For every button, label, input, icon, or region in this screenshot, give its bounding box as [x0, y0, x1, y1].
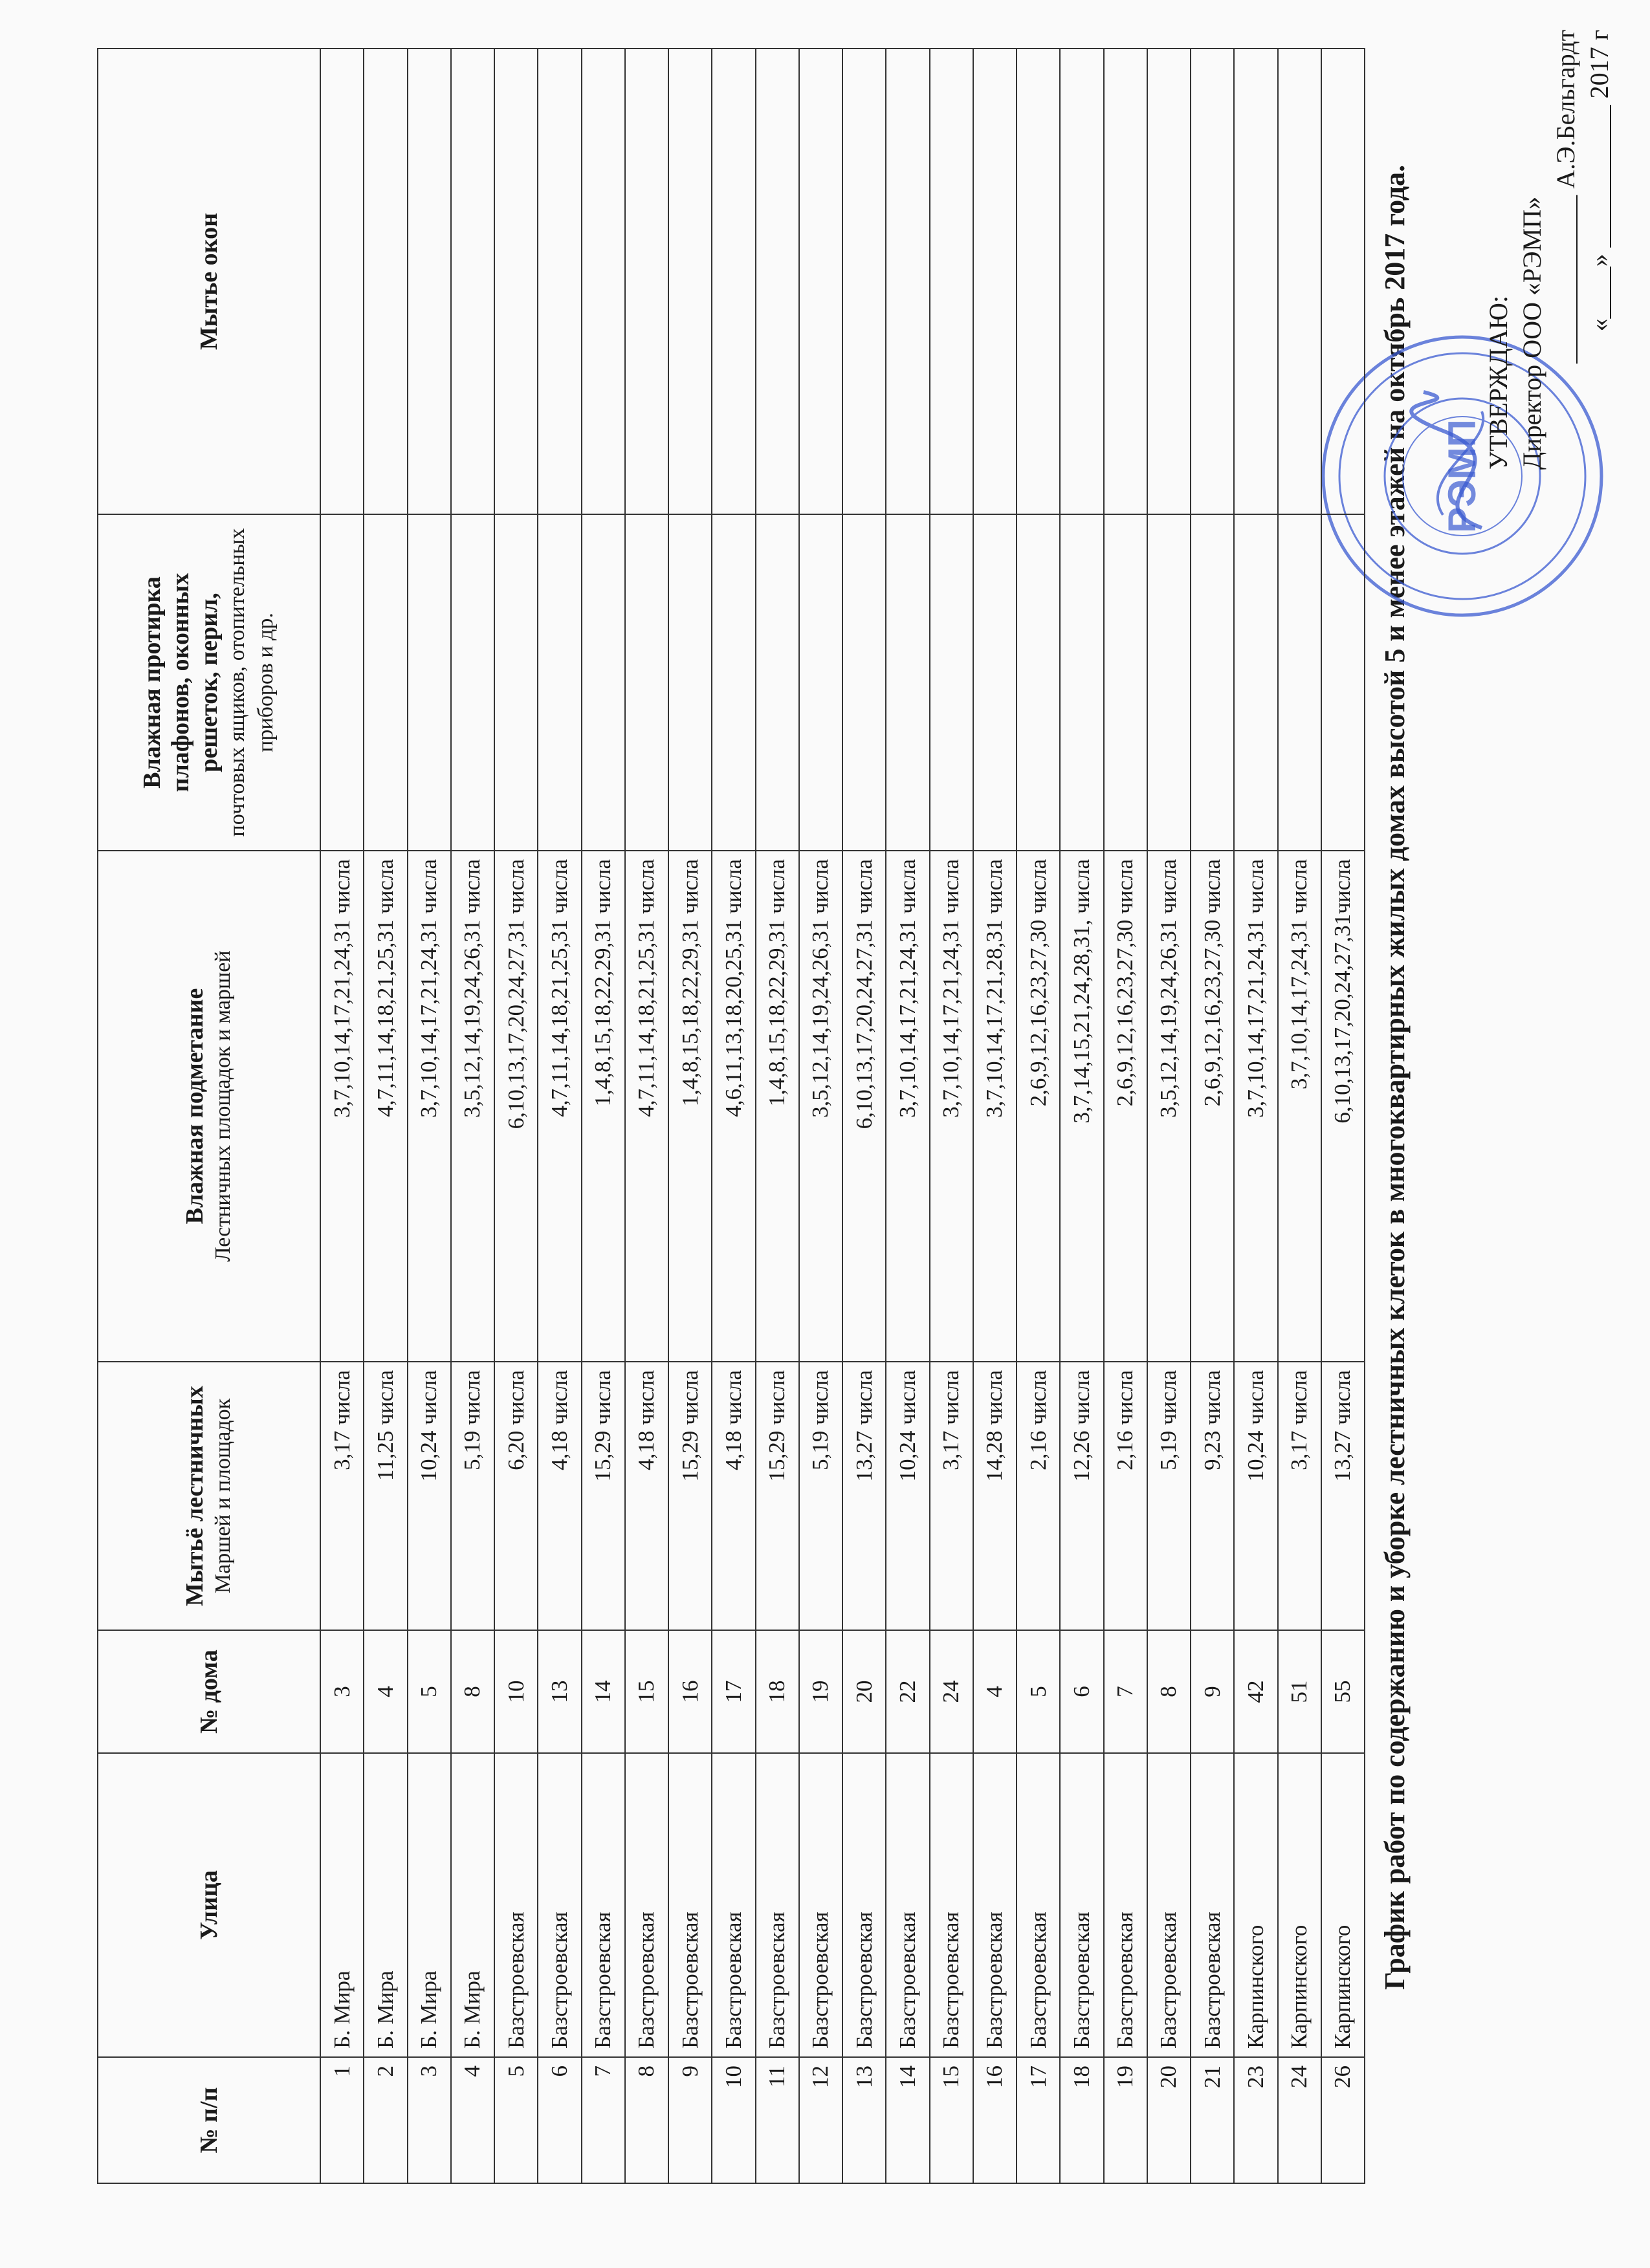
row-number-cell: 24 — [1278, 2057, 1321, 2183]
wash-dates-cell: 5,19 числа — [1147, 1362, 1191, 1630]
wash-dates-cell: 15,29 числа — [582, 1362, 625, 1630]
street-cell: Базстроевская — [668, 1753, 712, 2057]
row-number-cell: 11 — [756, 2057, 799, 2183]
street-cell: Базстроевская — [582, 1753, 625, 2057]
sweep-dates-cell: 4,7,11,14,18,21,25,31 числа — [364, 851, 407, 1362]
windows-dates-cell — [842, 49, 886, 514]
wash-dates-cell: 3,17 числа — [1278, 1362, 1321, 1630]
wipe-dates-cell — [930, 514, 973, 851]
table-row — [668, 49, 712, 2183]
house-number-cell: 24 — [930, 1630, 973, 1753]
windows-dates-cell — [712, 49, 755, 514]
row-number-cell: 20 — [1147, 2057, 1191, 2183]
windows-dates-cell — [1060, 49, 1103, 514]
table-row — [538, 49, 581, 2183]
sweep-dates-cell: 4,6,11,13,18,20,25,31 числа — [712, 851, 755, 1362]
wash-dates-cell: 15,29 числа — [668, 1362, 712, 1630]
table-row — [842, 49, 886, 2183]
house-number-cell: 51 — [1278, 1630, 1321, 1753]
house-number-cell: 42 — [1234, 1630, 1277, 1753]
sweep-dates-cell: 3,7,10,14,17,21,28,31 числа — [973, 851, 1017, 1362]
header-house: № дома — [98, 1630, 320, 1753]
wipe-dates-cell — [451, 514, 494, 851]
sweep-dates-cell: 3,7,10,14,17,24,31 числа — [1278, 851, 1321, 1362]
row-number-cell: 10 — [712, 2057, 755, 2183]
street-cell: Базстроевская — [842, 1753, 886, 2057]
wash-dates-cell: 12,26 числа — [1060, 1362, 1103, 1630]
sweep-dates-cell: 1,4,8,15,18,22,29,31 числа — [756, 851, 799, 1362]
sweep-dates-cell: 3,7,10,14,17,21,24,31 числа — [930, 851, 973, 1362]
sweep-dates-cell: 3,5,12,14,19,24,26,31 числа — [799, 851, 842, 1362]
wipe-dates-cell — [582, 514, 625, 851]
wipe-dates-cell — [625, 514, 668, 851]
sweep-dates-cell: 3,7,10,14,17,21,24,31 числа — [1234, 851, 1277, 1362]
table-row — [408, 49, 451, 2183]
house-number-cell: 55 — [1321, 1630, 1365, 1753]
windows-dates-cell — [973, 49, 1017, 514]
house-number-cell: 6 — [1060, 1630, 1103, 1753]
row-number-cell: 14 — [886, 2057, 929, 2183]
row-number-cell: 7 — [582, 2057, 625, 2183]
header-wash-sub: Маршей и площадок — [211, 1398, 235, 1594]
windows-dates-cell — [320, 49, 364, 514]
wash-dates-cell: 3,17 числа — [930, 1362, 973, 1630]
wash-dates-cell: 9,23 числа — [1191, 1362, 1234, 1630]
approval-label: УТВЕРЖДАЮ: — [1484, 296, 1513, 470]
sweep-dates-cell: 6,10,13,17,20,24,27,31 числа — [494, 851, 538, 1362]
house-number-cell: 3 — [320, 1630, 364, 1753]
row-number-cell: 12 — [799, 2057, 842, 2183]
wipe-dates-cell — [1234, 514, 1277, 851]
house-number-cell: 4 — [973, 1630, 1017, 1753]
house-number-cell: 19 — [799, 1630, 842, 1753]
sweep-dates-cell: 6,10,13,17,20,24,27,31числа — [1321, 851, 1365, 1362]
windows-dates-cell — [930, 49, 973, 514]
sweep-dates-cell: 3,7,10,14,17,21,24,31 числа — [886, 851, 929, 1362]
wash-dates-cell: 3,17 числа — [320, 1362, 364, 1630]
row-number-cell: 26 — [1321, 2057, 1365, 2183]
table-row — [1321, 49, 1365, 2183]
wipe-dates-cell — [1191, 514, 1234, 851]
street-cell: Б. Мира — [364, 1753, 407, 2057]
wash-dates-cell: 10,24 числа — [886, 1362, 929, 1630]
street-cell: Базстроевская — [1191, 1753, 1234, 2057]
sweep-dates-cell: 3,5,12,14,19,24,26,31 числа — [451, 851, 494, 1362]
street-cell: Базстроевская — [1017, 1753, 1060, 2057]
street-cell: Базстроевская — [973, 1753, 1017, 2057]
row-number-cell: 15 — [930, 2057, 973, 2183]
header-sweep-title: Влажная подметание — [181, 988, 208, 1225]
street-cell: Базстроевская — [799, 1753, 842, 2057]
house-number-cell: 20 — [842, 1630, 886, 1753]
sweep-dates-cell: 2,6,9,12,16,23,27,30 числа — [1191, 851, 1234, 1362]
wash-dates-cell: 10,24 числа — [408, 1362, 451, 1630]
table-row — [886, 49, 929, 2183]
windows-dates-cell — [538, 49, 581, 514]
street-cell: Базстроевская — [930, 1753, 973, 2057]
wash-dates-cell: 13,27 числа — [1321, 1362, 1365, 1630]
wipe-dates-cell — [1017, 514, 1060, 851]
wash-dates-cell: 4,18 числа — [625, 1362, 668, 1630]
house-number-cell: 8 — [1147, 1630, 1191, 1753]
wipe-dates-cell — [756, 514, 799, 851]
street-cell: Базстроевская — [625, 1753, 668, 2057]
wipe-dates-cell — [364, 514, 407, 851]
approval-signature: _____________ А.Э.Бельгардт — [1551, 30, 1580, 364]
approval-block — [1482, 30, 1616, 470]
street-cell: Базстроевская — [712, 1753, 755, 2057]
wash-dates-cell: 4,18 числа — [538, 1362, 581, 1630]
sweep-dates-cell: 1,4,8,15,18,22,29,31 числа — [582, 851, 625, 1362]
house-number-cell: 15 — [625, 1630, 668, 1753]
table-row — [1147, 49, 1191, 2183]
wipe-dates-cell — [538, 514, 581, 851]
row-number-cell: 5 — [494, 2057, 538, 2183]
table-row — [799, 49, 842, 2183]
windows-dates-cell — [1278, 49, 1321, 514]
windows-dates-cell — [364, 49, 407, 514]
row-number-cell: 16 — [973, 2057, 1017, 2183]
wipe-dates-cell — [668, 514, 712, 851]
wash-dates-cell: 2,16 числа — [1104, 1362, 1147, 1630]
table-row — [582, 49, 625, 2183]
wipe-dates-cell — [1147, 514, 1191, 851]
windows-dates-cell — [886, 49, 929, 514]
table-row — [1191, 49, 1234, 2183]
table-row — [1234, 49, 1277, 2183]
wipe-dates-cell — [712, 514, 755, 851]
windows-dates-cell — [1321, 49, 1365, 514]
wipe-dates-cell — [973, 514, 1017, 851]
row-number-cell: 2 — [364, 2057, 407, 2183]
wash-dates-cell: 5,19 числа — [451, 1362, 494, 1630]
house-number-cell: 18 — [756, 1630, 799, 1753]
header-windows: Мытье окон — [98, 49, 320, 514]
header-wash-title: Мытьё лестничных — [181, 1386, 208, 1606]
windows-dates-cell — [408, 49, 451, 514]
wash-dates-cell: 11,25 числа — [364, 1362, 407, 1630]
sweep-dates-cell: 3,7,10,14,17,21,24,31 числа — [320, 851, 364, 1362]
windows-dates-cell — [625, 49, 668, 514]
header-wipe-sub: почтовых ящиков, отопительных приборов и др. — [225, 528, 278, 837]
house-number-cell: 7 — [1104, 1630, 1147, 1753]
header-wash — [98, 1362, 320, 1630]
row-number-cell: 8 — [625, 2057, 668, 2183]
wipe-dates-cell — [1104, 514, 1147, 851]
table-row — [1278, 49, 1321, 2183]
row-number-cell: 19 — [1104, 2057, 1147, 2183]
house-number-cell: 4 — [364, 1630, 407, 1753]
windows-dates-cell — [668, 49, 712, 514]
wipe-dates-cell — [1321, 514, 1365, 851]
windows-dates-cell — [1017, 49, 1060, 514]
approval-position: Директор ООО «РЭМП» — [1517, 196, 1546, 470]
house-number-cell: 17 — [712, 1630, 755, 1753]
windows-dates-cell — [756, 49, 799, 514]
sweep-dates-cell: 2,6,9,12,16,23,27,30 числа — [1104, 851, 1147, 1362]
row-number-cell: 17 — [1017, 2057, 1060, 2183]
wipe-dates-cell — [842, 514, 886, 851]
street-cell: Базстроевская — [1147, 1753, 1191, 2057]
table-row — [712, 49, 755, 2183]
sweep-dates-cell: 3,7,10,14,17,21,24,31 числа — [408, 851, 451, 1362]
table-row — [625, 49, 668, 2183]
house-number-cell: 8 — [451, 1630, 494, 1753]
wash-dates-cell: 4,18 числа — [712, 1362, 755, 1630]
row-number-cell: 3 — [408, 2057, 451, 2183]
table-row — [364, 49, 407, 2183]
wash-dates-cell: 2,16 числа — [1017, 1362, 1060, 1630]
wipe-dates-cell — [494, 514, 538, 851]
street-cell: Базстроевская — [494, 1753, 538, 2057]
street-cell: Базстроевская — [1060, 1753, 1103, 2057]
street-cell: Б. Мира — [320, 1753, 364, 2057]
header-street: Улица — [98, 1753, 320, 2057]
wash-dates-cell: 15,29 числа — [756, 1362, 799, 1630]
table-row — [756, 49, 799, 2183]
wash-dates-cell: 5,19 числа — [799, 1362, 842, 1630]
wash-dates-cell: 6,20 числа — [494, 1362, 538, 1630]
table-row — [1060, 49, 1103, 2183]
house-number-cell: 10 — [494, 1630, 538, 1753]
row-number-cell: 23 — [1234, 2057, 1277, 2183]
street-cell: Базстроевская — [1104, 1753, 1147, 2057]
wipe-dates-cell — [1278, 514, 1321, 851]
header-wipe-title: Влажная протирка плафонов, оконных решеток, перил, — [138, 572, 223, 792]
sweep-dates-cell: 3,7,14,15,21,24,28,31, числа — [1060, 851, 1103, 1362]
row-number-cell: 1 — [320, 2057, 364, 2183]
svg-text:РЭМП: РЭМП — [1440, 419, 1484, 533]
table-header-row — [98, 49, 320, 2183]
wash-dates-cell: 14,28 числа — [973, 1362, 1017, 1630]
street-cell: Базстроевская — [756, 1753, 799, 2057]
sweep-dates-cell: 1,4,8,15,18,22,29,31 числа — [668, 851, 712, 1362]
table-row — [973, 49, 1017, 2183]
document-heading: График работ по содержанию и уборке лестничных клеток в многоквартирных жилых домах высотой 5 и менее этажей на октябрь 2017 года. — [1379, 164, 1411, 1990]
row-number-cell: 9 — [668, 2057, 712, 2183]
sweep-dates-cell: 6,10,13,17,20,24,27,31 числа — [842, 851, 886, 1362]
header-num: № п/п — [98, 2057, 320, 2183]
wash-dates-cell: 10,24 числа — [1234, 1362, 1277, 1630]
table-row — [1017, 49, 1060, 2183]
wash-dates-cell: 13,27 числа — [842, 1362, 886, 1630]
house-number-cell: 14 — [582, 1630, 625, 1753]
table-row — [320, 49, 364, 2183]
windows-dates-cell — [1191, 49, 1234, 514]
sweep-dates-cell: 3,5,12,14,19,24,26,31 числа — [1147, 851, 1191, 1362]
table-row — [451, 49, 494, 2183]
approval-date: «____» ___________ 2017 г — [1585, 30, 1614, 332]
windows-dates-cell — [582, 49, 625, 514]
street-cell: Б. Мира — [408, 1753, 451, 2057]
row-number-cell: 18 — [1060, 2057, 1103, 2183]
house-number-cell: 22 — [886, 1630, 929, 1753]
house-number-cell: 5 — [408, 1630, 451, 1753]
header-sweep — [98, 851, 320, 1362]
row-number-cell: 13 — [842, 2057, 886, 2183]
sweep-dates-cell: 4,7,11,14,18,21,25,31 числа — [538, 851, 581, 1362]
street-cell: Базстроевская — [886, 1753, 929, 2057]
house-number-cell: 5 — [1017, 1630, 1060, 1753]
sweep-dates-cell: 2,6,9,12,16,23,27,30 числа — [1017, 851, 1060, 1362]
street-cell: Б. Мира — [451, 1753, 494, 2057]
schedule-table — [97, 48, 1365, 2184]
street-cell: Карпинского — [1321, 1753, 1365, 2057]
wipe-dates-cell — [799, 514, 842, 851]
street-cell: Карпинского — [1234, 1753, 1277, 2057]
house-number-cell: 13 — [538, 1630, 581, 1753]
header-sweep-sub: Лестничных площадок и маршей — [211, 950, 235, 1262]
wipe-dates-cell — [408, 514, 451, 851]
sweep-dates-cell: 4,7,11,14,18,21,25,31 числа — [625, 851, 668, 1362]
windows-dates-cell — [451, 49, 494, 514]
wipe-dates-cell — [1060, 514, 1103, 851]
table-row — [494, 49, 538, 2183]
windows-dates-cell — [1104, 49, 1147, 514]
windows-dates-cell — [799, 49, 842, 514]
house-number-cell: 9 — [1191, 1630, 1234, 1753]
street-cell: Базстроевская — [538, 1753, 581, 2057]
row-number-cell: 21 — [1191, 2057, 1234, 2183]
windows-dates-cell — [1234, 49, 1277, 514]
header-wipe — [98, 514, 320, 851]
table-row — [930, 49, 973, 2183]
row-number-cell: 4 — [451, 2057, 494, 2183]
wipe-dates-cell — [320, 514, 364, 851]
house-number-cell: 16 — [668, 1630, 712, 1753]
windows-dates-cell — [1147, 49, 1191, 514]
street-cell: Карпинского — [1278, 1753, 1321, 2057]
windows-dates-cell — [494, 49, 538, 514]
wipe-dates-cell — [886, 514, 929, 851]
table-row — [1104, 49, 1147, 2183]
row-number-cell: 6 — [538, 2057, 581, 2183]
